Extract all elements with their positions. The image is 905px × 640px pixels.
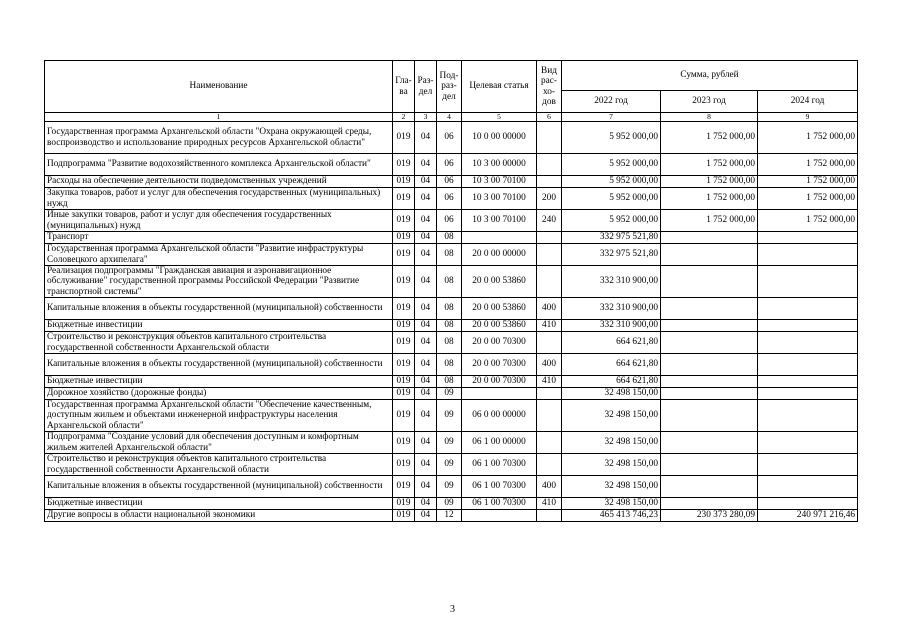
row-podrazdel: 06 [437, 122, 462, 154]
column-index: 3 [415, 113, 437, 122]
table-row [45, 210, 858, 232]
row-podrazdel: 06 [437, 210, 462, 232]
row-target-article: 06 1 00 70300 [462, 476, 537, 498]
row-expense-type [537, 400, 562, 432]
budget-table [44, 60, 858, 522]
row-sum-2022: 32 498 150,00 [562, 388, 661, 400]
row-podrazdel: 06 [437, 154, 462, 176]
row-sum-2024 [758, 376, 858, 388]
row-expense-type [537, 266, 562, 298]
row-sum-2023: 230 373 280,09 [661, 510, 758, 522]
row-target-article [462, 388, 537, 400]
row-sum-2023 [661, 298, 758, 320]
row-razdel: 04 [415, 210, 437, 232]
row-sum-2022: 32 498 150,00 [562, 498, 661, 510]
row-expense-type [537, 510, 562, 522]
row-podrazdel: 08 [437, 320, 462, 332]
row-target-article: 20 0 00 70300 [462, 376, 537, 388]
header-sum: Сумма, рублей [562, 61, 858, 91]
row-sum-2024: 1 752 000,00 [758, 176, 858, 188]
row-expense-type [537, 232, 562, 244]
row-glava: 019 [393, 332, 415, 354]
row-sum-2023 [661, 244, 758, 266]
row-sum-2024 [758, 454, 858, 476]
row-target-article: 06 1 00 70300 [462, 454, 537, 476]
table-row [45, 298, 858, 320]
row-razdel: 04 [415, 332, 437, 354]
table-row [45, 510, 858, 522]
table-row [45, 244, 858, 266]
row-expense-type [537, 176, 562, 188]
row-glava: 019 [393, 320, 415, 332]
table-row [45, 432, 858, 454]
row-sum-2022: 5 952 000,00 [562, 122, 661, 154]
row-target-article: 06 0 00 00000 [462, 400, 537, 432]
row-name: Государственная программа Архангельской области "Развитие инфраструктуры Соловецкого архипелага" [45, 244, 393, 266]
table-row [45, 154, 858, 176]
row-name: Расходы на обеспечение деятельности подведомственных учреждений [45, 176, 393, 188]
row-sum-2024: 1 752 000,00 [758, 122, 858, 154]
table-row [45, 266, 858, 298]
row-sum-2022: 32 498 150,00 [562, 432, 661, 454]
column-index: 1 [45, 113, 393, 122]
row-razdel: 04 [415, 298, 437, 320]
row-podrazdel: 09 [437, 454, 462, 476]
row-name: Подпрограмма "Создание условий для обеспечения доступным и комфортным жильем жителей Архангельской области" [45, 432, 393, 454]
row-sum-2022: 32 498 150,00 [562, 476, 661, 498]
row-sum-2024: 240 971 216,46 [758, 510, 858, 522]
row-sum-2024 [758, 232, 858, 244]
row-sum-2024 [758, 244, 858, 266]
row-expense-type [537, 454, 562, 476]
column-index: 5 [462, 113, 537, 122]
column-index: 7 [562, 113, 661, 122]
row-podrazdel: 08 [437, 354, 462, 376]
row-podrazdel: 06 [437, 176, 462, 188]
row-name: Капитальные вложения в объекты государственной (муниципальной) собственности [45, 298, 393, 320]
row-target-article: 20 0 00 70300 [462, 354, 537, 376]
row-sum-2024 [758, 476, 858, 498]
row-podrazdel: 09 [437, 476, 462, 498]
row-sum-2022: 332 975 521,80 [562, 232, 661, 244]
header-vid: Вид рас-хо-дов [537, 61, 562, 113]
table-row [45, 176, 858, 188]
row-razdel: 04 [415, 320, 437, 332]
table-row [45, 354, 858, 376]
row-target-article: 10 3 00 00000 [462, 154, 537, 176]
table-row [45, 320, 858, 332]
row-sum-2024 [758, 498, 858, 510]
row-razdel: 04 [415, 122, 437, 154]
row-sum-2023: 1 752 000,00 [661, 210, 758, 232]
row-sum-2024 [758, 320, 858, 332]
row-expense-type: 400 [537, 476, 562, 498]
row-podrazdel: 08 [437, 232, 462, 244]
row-podrazdel: 08 [437, 376, 462, 388]
row-expense-type [537, 154, 562, 176]
row-glava: 019 [393, 232, 415, 244]
row-target-article: 10 3 00 70100 [462, 188, 537, 210]
row-name: Дорожное хозяйство (дорожные фонды) [45, 388, 393, 400]
row-name: Строительство и реконструкция объектов капитального строительства государственной собственности Архангельской области [45, 332, 393, 354]
row-sum-2022: 465 413 746,23 [562, 510, 661, 522]
row-glava: 019 [393, 354, 415, 376]
row-glava: 019 [393, 476, 415, 498]
row-sum-2024 [758, 400, 858, 432]
row-razdel: 04 [415, 400, 437, 432]
row-sum-2022: 332 975 521,80 [562, 244, 661, 266]
row-sum-2022: 332 310 900,00 [562, 298, 661, 320]
row-glava: 019 [393, 244, 415, 266]
row-sum-2022: 664 621,80 [562, 354, 661, 376]
table-row [45, 476, 858, 498]
row-target-article: 20 0 00 53860 [462, 298, 537, 320]
row-sum-2022: 32 498 150,00 [562, 454, 661, 476]
row-podrazdel: 09 [437, 388, 462, 400]
row-name: Государственная программа Архангельской области "Обеспечение качественным, доступным жильем и объектами инженерной инфраструктуры населения Архангельской области" [45, 400, 393, 432]
table-row [45, 388, 858, 400]
row-expense-type: 410 [537, 498, 562, 510]
row-sum-2024 [758, 432, 858, 454]
column-index: 2 [393, 113, 415, 122]
row-sum-2024 [758, 354, 858, 376]
row-sum-2024: 1 752 000,00 [758, 154, 858, 176]
row-glava: 019 [393, 188, 415, 210]
row-razdel: 04 [415, 232, 437, 244]
row-sum-2023 [661, 454, 758, 476]
row-name: Бюджетные инвестиции [45, 320, 393, 332]
column-index: 4 [437, 113, 462, 122]
row-glava: 019 [393, 400, 415, 432]
row-podrazdel: 08 [437, 244, 462, 266]
row-glava: 019 [393, 498, 415, 510]
row-glava: 019 [393, 388, 415, 400]
row-expense-type: 410 [537, 376, 562, 388]
page-number: 3 [450, 604, 455, 615]
row-podrazdel: 08 [437, 332, 462, 354]
row-target-article: 06 1 00 00000 [462, 432, 537, 454]
row-target-article: 10 3 00 70100 [462, 176, 537, 188]
row-target-article: 06 1 00 70300 [462, 498, 537, 510]
row-glava: 019 [393, 298, 415, 320]
row-expense-type: 240 [537, 210, 562, 232]
row-razdel: 04 [415, 432, 437, 454]
row-expense-type [537, 388, 562, 400]
row-razdel: 04 [415, 388, 437, 400]
column-index-row [45, 113, 858, 122]
row-expense-type: 200 [537, 188, 562, 210]
row-glava: 019 [393, 210, 415, 232]
row-sum-2022: 5 952 000,00 [562, 176, 661, 188]
row-glava: 019 [393, 154, 415, 176]
row-sum-2023 [661, 376, 758, 388]
row-sum-2023: 1 752 000,00 [661, 188, 758, 210]
row-expense-type: 400 [537, 298, 562, 320]
row-glava: 019 [393, 376, 415, 388]
table-row [45, 454, 858, 476]
table-row [45, 400, 858, 432]
row-razdel: 04 [415, 354, 437, 376]
row-sum-2024 [758, 298, 858, 320]
row-glava: 019 [393, 176, 415, 188]
row-sum-2023 [661, 476, 758, 498]
row-razdel: 04 [415, 454, 437, 476]
header-razdel: Раз-дел [415, 61, 437, 113]
row-expense-type [537, 122, 562, 154]
row-sum-2022: 5 952 000,00 [562, 188, 661, 210]
row-name: Бюджетные инвестиции [45, 498, 393, 510]
column-index: 6 [537, 113, 562, 122]
row-sum-2024 [758, 332, 858, 354]
header-podrazdel: Под-раз-дел [437, 61, 462, 113]
column-index: 9 [758, 113, 858, 122]
row-sum-2022: 664 621,80 [562, 332, 661, 354]
table-body [45, 122, 858, 522]
table-row [45, 122, 858, 154]
header-target: Целевая статья [462, 61, 537, 113]
table-row [45, 498, 858, 510]
row-name: Капитальные вложения в объекты государственной (муниципальной) собственности [45, 476, 393, 498]
row-razdel: 04 [415, 244, 437, 266]
row-sum-2024: 1 752 000,00 [758, 188, 858, 210]
row-target-article: 10 3 00 70100 [462, 210, 537, 232]
row-name: Бюджетные инвестиции [45, 376, 393, 388]
row-glava: 019 [393, 510, 415, 522]
column-index: 8 [661, 113, 758, 122]
row-target-article: 20 0 00 53860 [462, 266, 537, 298]
header-year-2022: 2022 год [562, 91, 661, 113]
header-name: Наименование [45, 61, 393, 113]
row-sum-2022: 664 621,80 [562, 376, 661, 388]
row-name: Государственная программа Архангельской области "Охрана окружающей среды, воспроизводство и использование природных ресурсов Архангельской области" [45, 122, 393, 154]
row-razdel: 04 [415, 498, 437, 510]
row-sum-2022: 332 310 900,00 [562, 266, 661, 298]
row-sum-2023 [661, 266, 758, 298]
row-podrazdel: 09 [437, 432, 462, 454]
row-sum-2023 [661, 432, 758, 454]
row-sum-2023 [661, 332, 758, 354]
row-target-article: 20 0 00 70300 [462, 332, 537, 354]
row-sum-2023 [661, 388, 758, 400]
row-target-article: 10 0 00 00000 [462, 122, 537, 154]
row-name: Иные закупки товаров, работ и услуг для обеспечения государственных (муниципальных) нужд [45, 210, 393, 232]
row-sum-2023 [661, 320, 758, 332]
row-target-article: 20 0 00 53860 [462, 320, 537, 332]
row-target-article [462, 232, 537, 244]
row-sum-2024 [758, 266, 858, 298]
row-sum-2023: 1 752 000,00 [661, 176, 758, 188]
row-name: Строительство и реконструкция объектов капитального строительства государственной собственности Архангельской области [45, 454, 393, 476]
row-sum-2022: 5 952 000,00 [562, 154, 661, 176]
table-row [45, 188, 858, 210]
table-row [45, 232, 858, 244]
row-razdel: 04 [415, 476, 437, 498]
header-year-2024: 2024 год [758, 91, 858, 113]
row-podrazdel: 08 [437, 266, 462, 298]
row-glava: 019 [393, 432, 415, 454]
row-name: Подпрограмма "Развитие водохозяйственного комплекса Архангельской области" [45, 154, 393, 176]
row-razdel: 04 [415, 376, 437, 388]
row-name: Закупка товаров, работ и услуг для обеспечения государственных (муниципальных) нужд [45, 188, 393, 210]
row-expense-type [537, 244, 562, 266]
row-sum-2023: 1 752 000,00 [661, 122, 758, 154]
row-podrazdel: 08 [437, 298, 462, 320]
row-sum-2022: 332 310 900,00 [562, 320, 661, 332]
row-sum-2023 [661, 498, 758, 510]
table-row [45, 332, 858, 354]
row-razdel: 04 [415, 510, 437, 522]
row-name: Реализация подпрограммы "Гражданская авиация и аэронавигационное обслуживание" государственной программы Российской Федерации "Развитие транспортной системы" [45, 266, 393, 298]
row-target-article [462, 510, 537, 522]
row-sum-2023 [661, 354, 758, 376]
row-sum-2023: 1 752 000,00 [661, 154, 758, 176]
row-razdel: 04 [415, 266, 437, 298]
row-target-article: 20 0 00 00000 [462, 244, 537, 266]
row-expense-type: 400 [537, 354, 562, 376]
row-razdel: 04 [415, 188, 437, 210]
row-name: Транспорт [45, 232, 393, 244]
row-sum-2024: 1 752 000,00 [758, 210, 858, 232]
row-glava: 019 [393, 266, 415, 298]
header-year-2023: 2023 год [661, 91, 758, 113]
row-podrazdel: 06 [437, 188, 462, 210]
header-glava: Гла-ва [393, 61, 415, 113]
row-name: Капитальные вложения в объекты государственной (муниципальной) собственности [45, 354, 393, 376]
row-razdel: 04 [415, 176, 437, 188]
row-sum-2022: 5 952 000,00 [562, 210, 661, 232]
header-row [45, 61, 858, 91]
row-name: Другие вопросы в области национальной экономики [45, 510, 393, 522]
row-glava: 019 [393, 454, 415, 476]
row-podrazdel: 12 [437, 510, 462, 522]
row-razdel: 04 [415, 154, 437, 176]
table-row [45, 376, 858, 388]
row-sum-2023 [661, 400, 758, 432]
row-sum-2024 [758, 388, 858, 400]
row-podrazdel: 09 [437, 400, 462, 432]
row-sum-2022: 32 498 150,00 [562, 400, 661, 432]
row-podrazdel: 09 [437, 498, 462, 510]
row-expense-type [537, 332, 562, 354]
row-expense-type: 410 [537, 320, 562, 332]
row-expense-type [537, 432, 562, 454]
row-sum-2023 [661, 232, 758, 244]
row-glava: 019 [393, 122, 415, 154]
